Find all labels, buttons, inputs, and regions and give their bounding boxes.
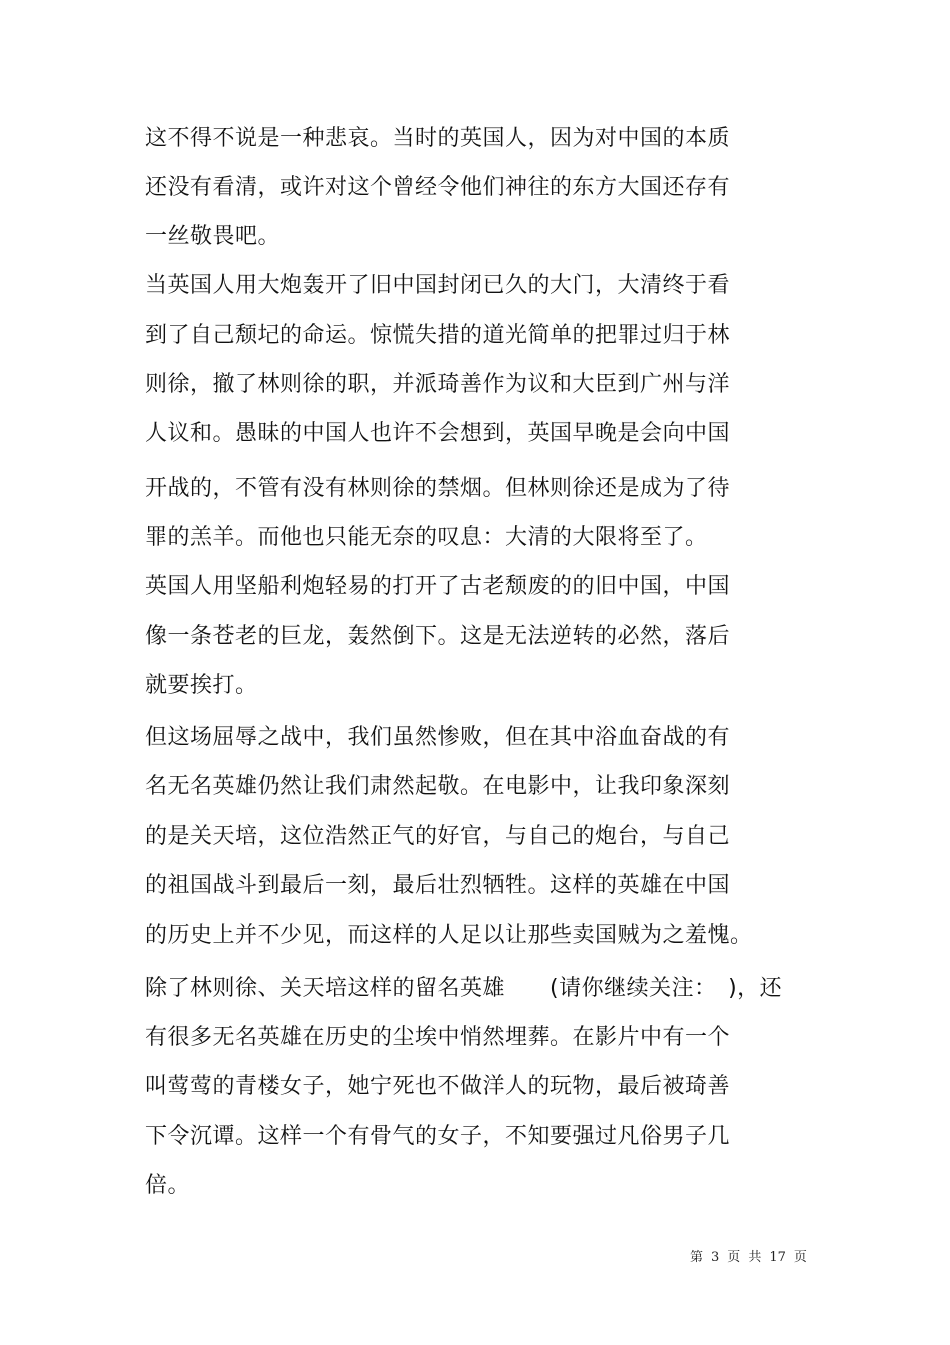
text-line: 下令沉谭。这样一个有骨气的女子，不知要强过凡俗男子几	[145, 1124, 731, 1149]
text-line: 的历史上并不少见，而这样的人足以让那些卖国贼为之羞愧。	[145, 923, 753, 948]
text-line: 像一条苍老的巨龙，轰然倒下。这是无法逆转的必然，落后	[145, 624, 731, 649]
text-line: 这不得不说是一种悲哀。当时的英国人，因为对中国的本质	[145, 126, 731, 151]
text-line: 叫莺莺的青楼女子，她宁死也不做洋人的玩物，最后被琦善	[145, 1074, 731, 1099]
text-line: 当英国人用大炮轰开了旧中国封闭已久的大门，大清终于看	[145, 273, 731, 298]
text-line: 的是关天培，这位浩然正气的好官，与自己的炮台，与自己	[145, 824, 731, 849]
text-line: 一丝敬畏吧。	[145, 224, 281, 249]
text-line: 人议和。愚昧的中国人也许不会想到，英国早晚是会向中国	[145, 421, 731, 446]
text-line: 除了林则徐、关天培这样的留名英雄 (请你继续关注： )，还	[145, 976, 783, 1001]
page-footer	[690, 1248, 807, 1268]
text-line: 倍。	[145, 1173, 191, 1198]
text-line: 罪的羔羊。而他也只能无奈的叹息：大清的大限将至了。	[145, 525, 708, 550]
footer-current-page: 3	[711, 1250, 720, 1265]
text-line: 到了自己颓圮的命运。惊慌失措的道光简单的把罪过归于林	[145, 323, 731, 348]
footer-total-word: 共	[748, 1250, 762, 1265]
text-line: 有很多无名英雄在历史的尘埃中悄然埋葬。在影片中有一个	[145, 1025, 731, 1050]
footer-prefix: 第	[690, 1250, 704, 1265]
footer-total-pages: 17	[769, 1250, 786, 1265]
text-line: 英国人用坚船利炮轻易的打开了古老颓废的的旧中国，中国	[145, 574, 731, 599]
text-line: 名无名英雄仍然让我们肃然起敬。在电影中，让我印象深刻	[145, 774, 731, 799]
text-line: 但这场屈辱之战中，我们虽然惨败，但在其中浴血奋战的有	[145, 725, 731, 750]
footer-page-word: 页	[727, 1250, 741, 1265]
text-line: 还没有看清，或许对这个曾经令他们神往的东方大国还存有	[145, 175, 731, 200]
text-line: 则徐，撤了林则徐的职，并派琦善作为议和大臣到广州与洋	[145, 372, 731, 397]
text-line: 的祖国战斗到最后一刻，最后壮烈牺牲。这样的英雄在中国	[145, 873, 731, 898]
text-line: 就要挨打。	[145, 673, 258, 698]
text-line: 开战的，不管有没有林则徐的禁烟。但林则徐还是成为了待	[145, 476, 731, 501]
footer-suffix: 页	[793, 1250, 807, 1265]
